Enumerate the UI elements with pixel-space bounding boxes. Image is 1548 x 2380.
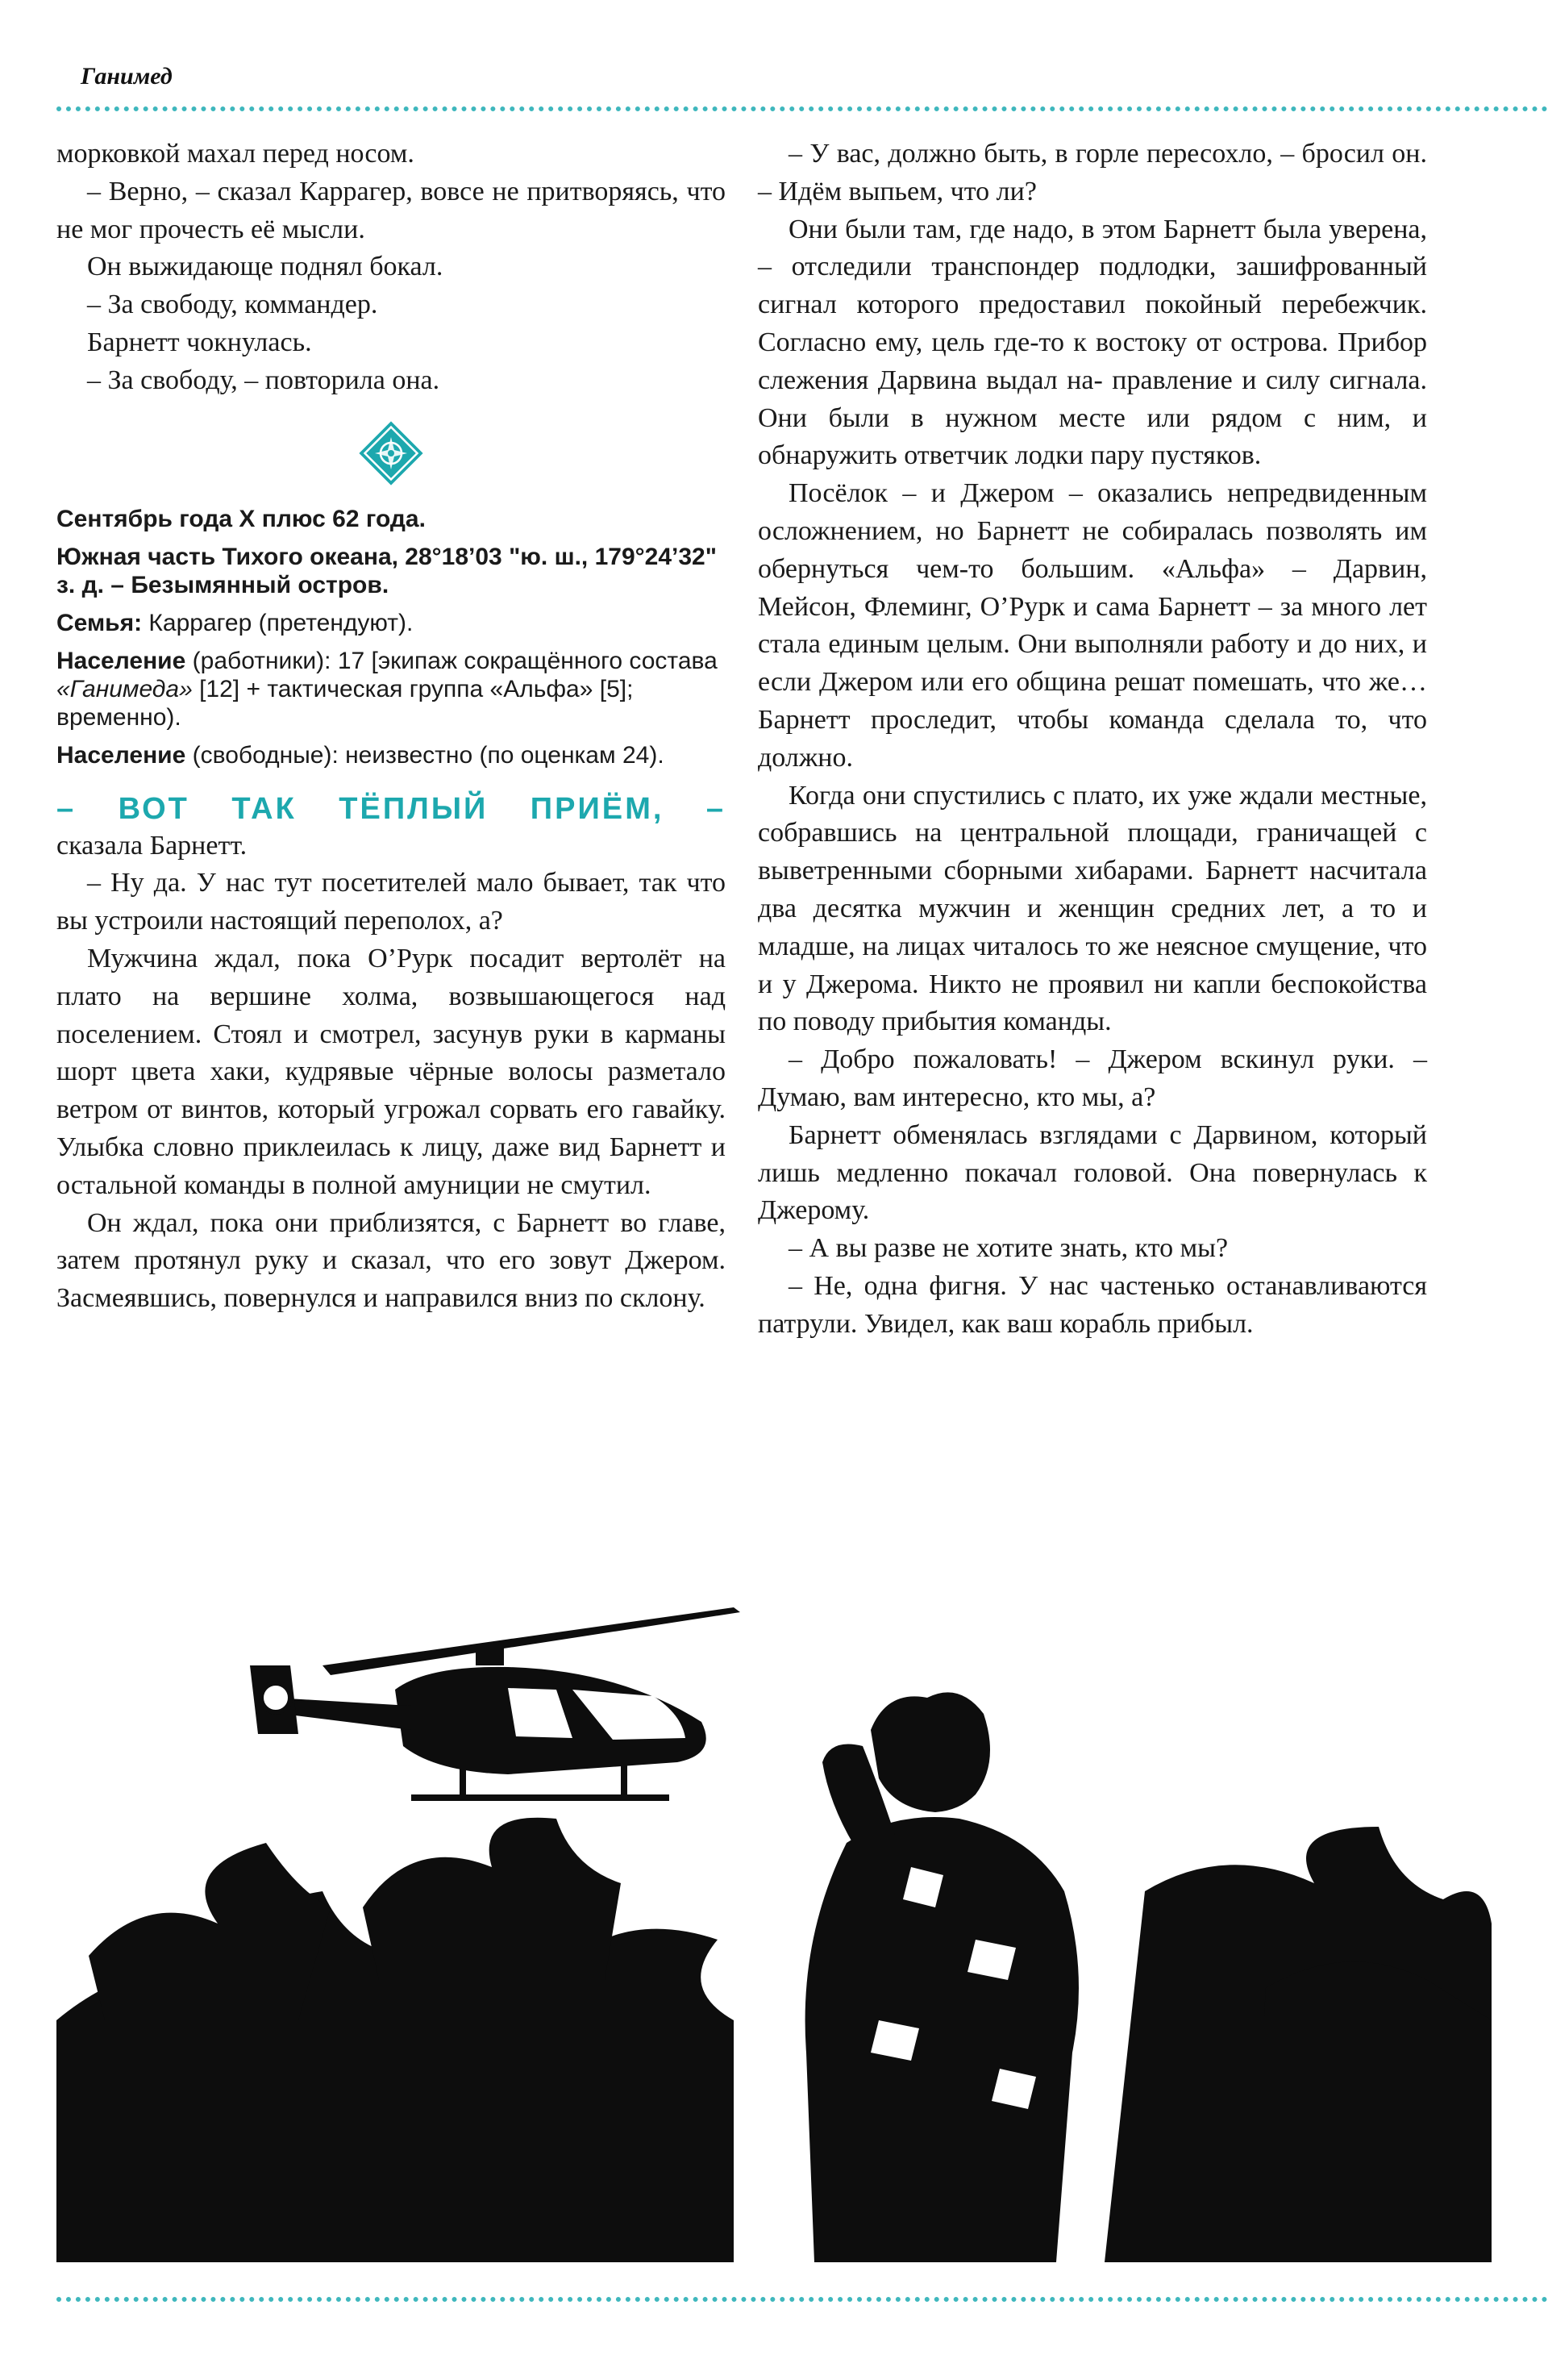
paragraph: морковкой махал перед носом. [56, 139, 414, 169]
info-pop-free-value: (свободные): неизвестно (по оценкам 24). [185, 741, 664, 769]
info-family-value: Каррагер (претендуют). [142, 609, 414, 636]
footer-rule [56, 2297, 1548, 2302]
running-title: Ганимед [81, 63, 173, 90]
paragraph: Они были там, где надо, в этом Барнетт была уверена, – отследили транспондер подлодки, зашифрованный сигнал которого предоставил покойный перебежчик. Согласно ему, цель где-то к востоку от острова. Прибор слежения Дарвина выдал на- правление и силу сигнала. Они были в нужном месте или рядом с ним, и обнаружить ответчик лодки пару пустяков. [758, 214, 1427, 471]
info-pop-workers-pre: (работники): 17 [экипаж сокращённого состава [185, 647, 718, 674]
paragraph: – За свободу, – повторила она. [87, 365, 440, 395]
info-population-free [56, 741, 726, 769]
paragraph: Он ждал, пока они приблизятся, с Барнетт во главе, затем протянул руку и сказал, что его зовут Джером. Засмеявшись, повернулся и направился вниз по склону. [56, 1207, 726, 1314]
paragraph: – Не, одна фигня. У нас частенько останавливаются патрули. Увидел, как ваш корабль прибыл. [758, 1270, 1427, 1339]
paragraph: Когда они спустились с плато, их уже ждали местные, собравшись на центральной площади, граничащей с выветренными сборными хибарами. Барнетт насчитала два десятка мужчин и женщин средних лет, а то и младше, на лицах читалось то же неясное смущение, что и у Джерома. Никто не проявил ни капли беспокойства по поводу прибытия команды. [758, 780, 1427, 1037]
info-ship-name: «Ганимеда» [56, 675, 193, 702]
paragraph: – У вас, должно быть, в горле пересохло, – бросил он. – Идём выпьем, что ли? [758, 139, 1427, 206]
info-family-label: Семья: [56, 609, 143, 636]
left-column [56, 135, 726, 1318]
info-family [56, 609, 726, 637]
man-figure [805, 1692, 1079, 2262]
paragraph: Мужчина ждал, пока О’Рурк посадит вертолёт на плато на вершине холма, возвышающегося над поселением. Стоял и смотрел, засунув руки в карманы шорт цвета хаки, кудрявые чёрные волосы разметало ветром от винтов, который угрожал сорвать его гавайку. Улыбка словно приклеилась к лицу, даже вид Барнетт и остальной команды в полной амуниции не смутил. [56, 943, 726, 1200]
paragraph: Барнетт обменялась взглядами с Дарвином, который лишь медленно покачал головой. Она повернулась к Джерому. [758, 1119, 1427, 1226]
chapter-drop-heading: – ВОТ ТАК ТЁПЛЫЙ ПРИЁМ, – [56, 791, 726, 826]
info-pop-workers-post: [12] + тактическая группа «Альфа» [5]; временно). [56, 675, 634, 731]
info-date: Сентябрь года X плюс 62 года. [56, 505, 426, 532]
paragraph: Барнетт чокнулась. [87, 327, 312, 357]
paragraph: – За свободу, коммандер. [87, 290, 378, 320]
diamond-compass-ornament-icon [357, 419, 425, 487]
right-column [758, 135, 1427, 1344]
paragraph: – Добро пожаловать! – Джером вскинул руки. – Думаю, вам интересно, кто мы, а? [758, 1044, 1427, 1112]
palm-trees-silhouette [56, 1818, 1492, 2262]
helicopter-icon [250, 1607, 740, 1801]
paragraph: Посёлок – и Джером – оказались непредвиденным осложнением, но Барнетт не собиралась позволять им обернуться чем-то большим. «Альфа» – Дарвин, Мейсон, Флеминг, О’Рурк и сама Барнетт – за много лет стала единым целым. Они выполняли работу и до них, и если Джером или его община решат помешать, что же… Барнетт проследит, чтобы команда сделала то, что должно. [758, 478, 1427, 773]
paragraph: – Ну да. У нас тут посетителей мало бывает, так что вы устроили настоящий переполох, а? [56, 868, 726, 936]
paragraph: – Верно, – сказал Каррагер, вовсе не притворяясь, что не мог прочесть её мысли. [56, 176, 726, 244]
info-population-workers [56, 647, 726, 732]
header-rule [56, 106, 1548, 111]
helicopter-palms-man-illustration [56, 1601, 1492, 2262]
paragraph: – А вы разве не хотите знать, кто мы? [789, 1233, 1229, 1264]
info-location: Южная часть Тихого океана, 28°18’03 "ю. ш., 179°24’32" з. д. – Безымянный остров. [56, 543, 717, 598]
info-pop-workers-label: Население [56, 647, 186, 674]
paragraph: сказала Барнетт. [56, 830, 248, 861]
info-pop-free-label: Население [56, 741, 186, 769]
paragraph: Он выжидающе поднял бокал. [87, 252, 443, 282]
